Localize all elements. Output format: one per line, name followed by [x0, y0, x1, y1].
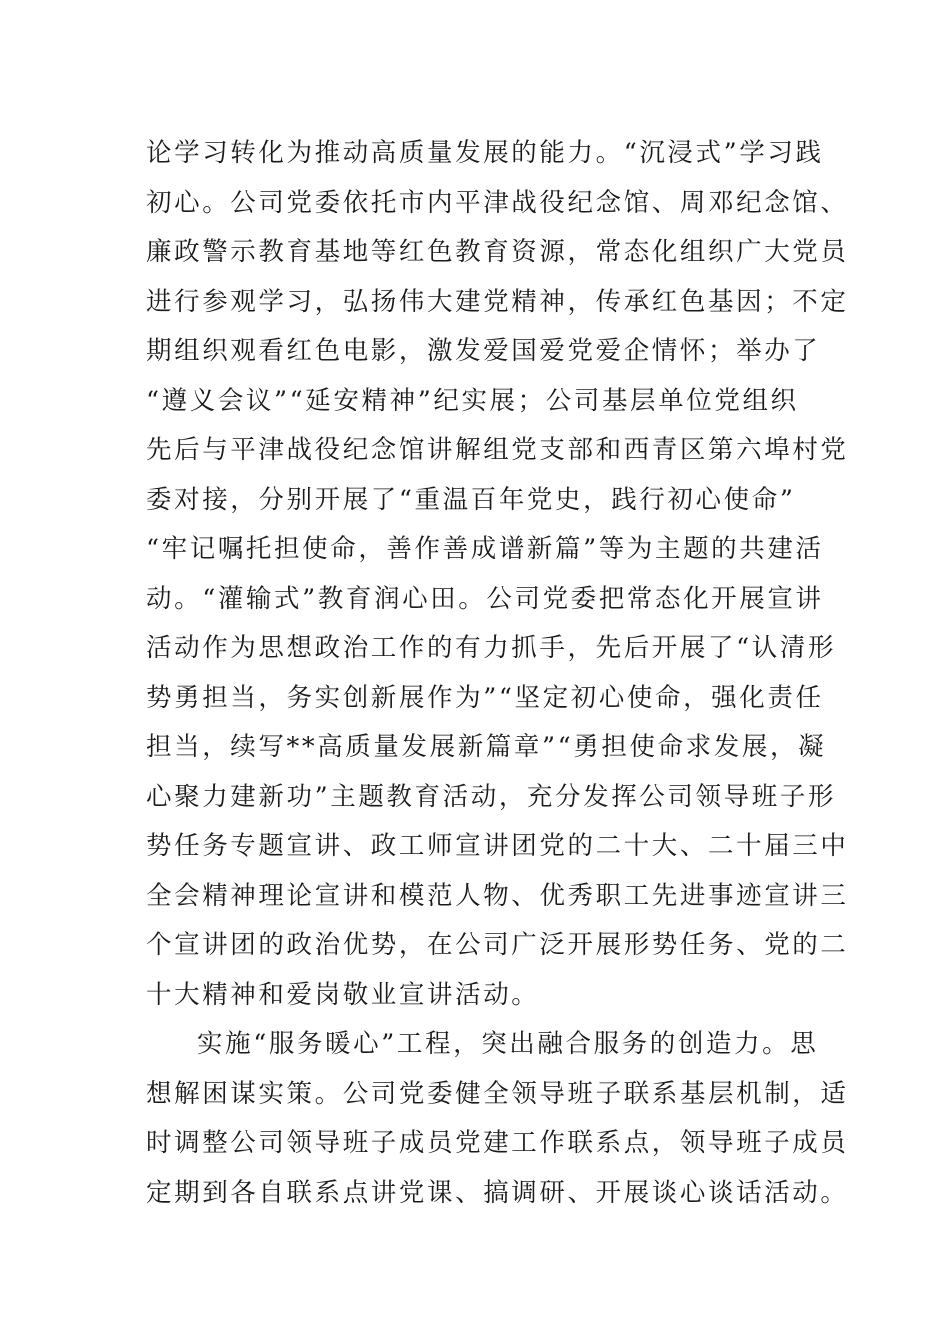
- text-line: 势勇担当，务实创新展作为”“坚定初心使命，强化责任: [146, 682, 824, 713]
- text-line: 动。“灌输式”教育润心田。公司党委把常态化开展宣讲: [146, 583, 824, 614]
- text-line: 势任务专题宣讲、政工师宣讲团党的二十大、二十届三中: [146, 831, 849, 861]
- text-line: 廉政警示教育基地等红色教育资源，常态化组织广大党员: [146, 237, 849, 267]
- text-line: 担当，续写**高质量发展新篇章”“勇担使命求发展，凝: [146, 732, 827, 762]
- text-line: 全会精神理论宣讲和模范人物、优秀职工先进事迹宣讲三: [146, 880, 849, 911]
- text-line: 时调整公司领导班子成员党建工作联系点，领导班子成员: [146, 1128, 849, 1158]
- text-line: 想解困谋实策。公司党委健全领导班子联系基层机制，适: [146, 1078, 849, 1109]
- paragraph-first-line: 实施“服务暖心”工程，突出融合服务的创造力。思: [197, 1029, 819, 1059]
- text-line: 个宣讲团的政治优势，在公司广泛开展形势任务、党的二: [146, 930, 849, 960]
- text-line: 论学习转化为推动高质量发展的能力。“沉浸式”学习践: [146, 138, 824, 168]
- text-line: “遵义会议”“延安精神”纪实展；公司基层单位党组织: [146, 385, 799, 416]
- text-line: 定期到各自联系点讲党课、搞调研、开展谈心谈话活动。: [146, 1177, 849, 1208]
- text-line: 十大精神和爱岗敬业宣讲活动。: [146, 979, 540, 1010]
- text-line: 委对接，分别开展了“重温百年党史，践行初心使命”: [146, 484, 796, 515]
- text-line: 活动作为思想政治工作的有力抓手，先后开展了“认清形: [146, 633, 837, 663]
- text-line: 期组织观看红色电影，激发爱国爱党爱企情怀；举办了: [146, 336, 821, 366]
- document-body: [146, 129, 849, 1218]
- text-line: 先后与平津战役纪念馆讲解组党支部和西青区第六埠村党: [146, 435, 849, 465]
- text-line: 心聚力建新功”主题教育活动，充分发挥公司领导班子形: [146, 781, 837, 812]
- text-line: 进行参观学习，弘扬伟大建党精神，传承红色基因；不定: [146, 286, 849, 317]
- text-line: 初心。公司党委依托市内平津战役纪念馆、周邓纪念馆、: [146, 187, 849, 218]
- text-line: “牢记嘱托担使命，善作善成谱新篇”等为主题的共建活: [146, 534, 824, 564]
